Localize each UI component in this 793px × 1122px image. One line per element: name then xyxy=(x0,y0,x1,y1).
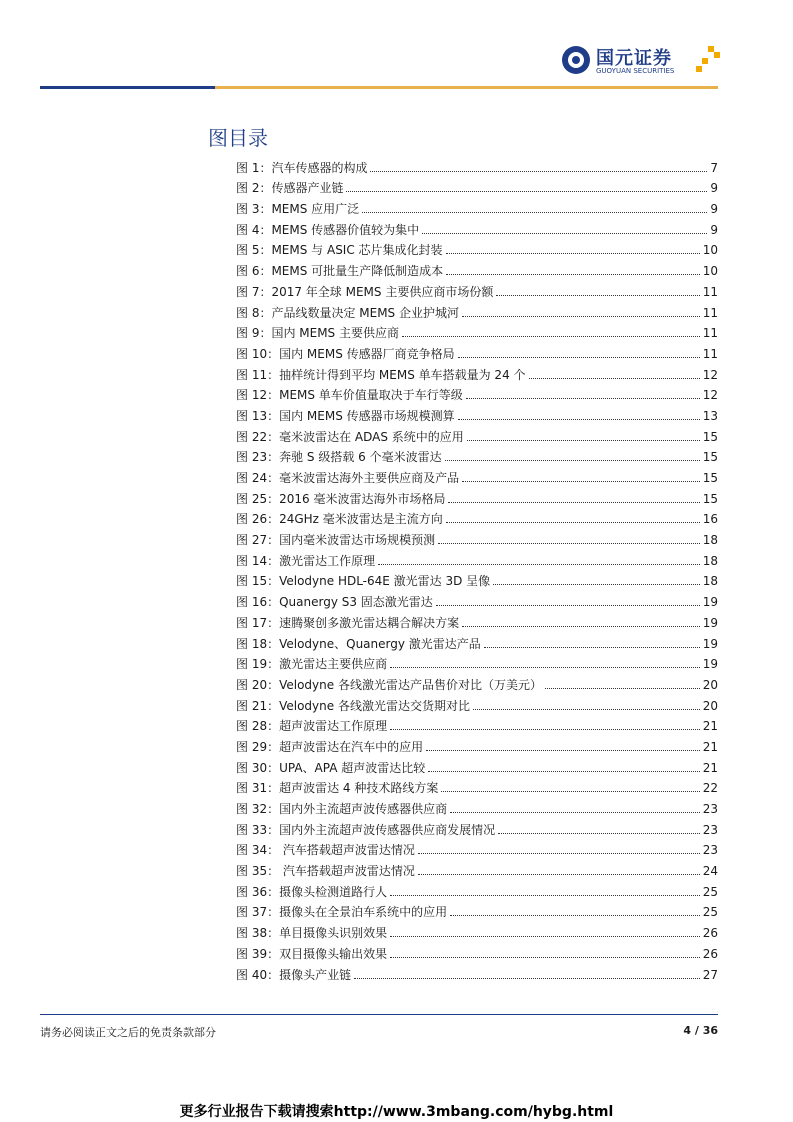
toc-entry[interactable] xyxy=(236,486,718,507)
toc-entry[interactable] xyxy=(236,155,718,176)
company-logo xyxy=(562,44,722,80)
toc-entry-page[interactable]: 15 xyxy=(702,491,718,506)
toc-leader-dots xyxy=(445,460,700,461)
toc-leader-dots xyxy=(458,419,700,420)
toc-entry-label[interactable]: 图 8：产品线数量决定 MEMS 企业护城河 xyxy=(236,305,459,320)
toc-entry-label[interactable]: 图 20：Velodyne 各线激光雷达产品售价对比（万美元） xyxy=(236,677,542,692)
toc-leader-dots xyxy=(545,688,700,689)
toc-entry-page[interactable]: 11 xyxy=(702,346,718,361)
toc-entry[interactable] xyxy=(236,693,718,714)
toc-entry-label[interactable]: 图 29：超声波雷达在汽车中的应用 xyxy=(236,739,424,754)
toc-entry-page[interactable]: 10 xyxy=(702,264,718,279)
toc-leader-dots xyxy=(529,378,700,379)
toc-entry-label[interactable]: 图 5：MEMS 与 ASIC 芯片集成化封装 xyxy=(236,243,443,258)
toc-entry-page[interactable]: 19 xyxy=(702,615,718,630)
toc-entry-label[interactable]: 图 30：UPA、APA 超声波雷达比较 xyxy=(236,760,426,775)
toc-entry-label[interactable]: 图 17：速腾聚创多激光雷达耦合解决方案 xyxy=(236,615,460,630)
download-banner: 更多行业报告下载请搜索http://www.3mbang.com/hybg.html xyxy=(179,1104,614,1120)
toc-entry[interactable] xyxy=(236,424,718,445)
toc-entry-label[interactable]: 图 23：奔驰 S 级搭载 6 个毫米波雷达 xyxy=(236,450,442,465)
toc-entry[interactable] xyxy=(236,755,718,776)
toc-entry-page[interactable]: 7 xyxy=(710,160,718,175)
toc-leader-dots xyxy=(390,957,700,958)
footer-divider xyxy=(40,1014,718,1015)
toc-entry-page[interactable]: 20 xyxy=(702,698,718,713)
toc-leader-dots xyxy=(370,171,707,172)
toc-entry[interactable] xyxy=(236,341,718,362)
toc-entry-label[interactable]: 图 31：超声波雷达 4 种技术路线方案 xyxy=(236,781,439,796)
toc-entry-page[interactable]: 15 xyxy=(702,450,718,465)
toc-leader-dots xyxy=(441,791,699,792)
toc-entry[interactable] xyxy=(236,279,718,300)
toc-leader-dots xyxy=(402,336,700,337)
toc-entry[interactable] xyxy=(236,300,718,321)
toc-entry[interactable] xyxy=(236,465,718,486)
toc-leader-dots xyxy=(390,729,700,730)
toc-entry-page[interactable]: 9 xyxy=(710,202,718,217)
toc-entry[interactable] xyxy=(236,445,718,466)
toc-entry-label[interactable]: 图 38：单目摄像头识别效果 xyxy=(236,926,388,941)
toc-entry-page[interactable]: 11 xyxy=(702,284,718,299)
toc-entry-label[interactable]: 图 39：双目摄像头输出效果 xyxy=(236,946,388,961)
toc-entry[interactable] xyxy=(236,879,718,900)
toc-leader-dots xyxy=(346,191,707,192)
toc-entry-page[interactable]: 19 xyxy=(702,657,718,672)
toc-leader-dots xyxy=(418,853,700,854)
toc-entry[interactable] xyxy=(236,631,718,652)
toc-entry-label[interactable]: 图 27：国内毫米波雷达市场规模预测 xyxy=(236,533,436,548)
toc-entry[interactable] xyxy=(236,569,718,590)
toc-leader-dots xyxy=(390,667,700,668)
toc-entry-label[interactable]: 图 19：激光雷达主要供应商 xyxy=(236,657,388,672)
logo-emblem-icon xyxy=(562,46,590,74)
toc-entry[interactable] xyxy=(236,962,718,983)
toc-entry[interactable] xyxy=(236,838,718,859)
toc-entry-label[interactable]: 图 28：超声波雷达工作原理 xyxy=(236,719,388,734)
figure-table-of-contents xyxy=(236,155,718,983)
toc-entry-page[interactable]: 25 xyxy=(702,884,718,899)
toc-leader-dots xyxy=(458,357,700,358)
toc-entry-page[interactable]: 23 xyxy=(702,802,718,816)
toc-entry-label[interactable]: 图 2：传感器产业链 xyxy=(236,181,344,196)
toc-leader-dots xyxy=(418,874,700,875)
toc-entry-page[interactable]: 15 xyxy=(702,471,718,485)
toc-leader-dots xyxy=(467,440,700,441)
toc-entry[interactable] xyxy=(236,817,718,838)
toc-entry-label[interactable]: 图 21：Velodyne 各线激光雷达交货期对比 xyxy=(236,698,470,713)
toc-entry[interactable] xyxy=(236,734,718,755)
toc-entry-page[interactable]: 27 xyxy=(702,967,718,982)
logo-english-name: GUOYUAN SECURITIES xyxy=(596,67,675,75)
toc-entry-label[interactable]: 图 15：Velodyne HDL-64E 激光雷达 3D 呈像 xyxy=(236,574,491,589)
header-divider-blue xyxy=(40,86,215,89)
toc-leader-dots xyxy=(473,709,700,710)
toc-entry-page[interactable]: 13 xyxy=(702,408,718,423)
toc-entry[interactable] xyxy=(236,900,718,921)
toc-leader-dots xyxy=(462,481,700,482)
logo-name: 国元证券 xyxy=(596,48,672,69)
toc-entry-page[interactable]: 11 xyxy=(702,305,718,320)
toc-entry-page[interactable]: 23 xyxy=(702,843,718,858)
toc-leader-dots xyxy=(448,502,699,503)
toc-entry-page[interactable]: 15 xyxy=(702,429,718,444)
toc-leader-dots xyxy=(378,564,700,565)
toc-entry-label[interactable]: 图 25：2016 毫米波雷达海外市场格局 xyxy=(236,491,446,506)
toc-entry-page[interactable]: 26 xyxy=(702,946,718,961)
toc-entry-label[interactable]: 图 16：Quanergy S3 固态激光雷达 xyxy=(236,595,433,610)
toc-entry-page[interactable]: 22 xyxy=(702,781,718,796)
toc-entry[interactable] xyxy=(236,258,718,279)
toc-entry-page[interactable]: 21 xyxy=(702,739,718,754)
toc-leader-dots xyxy=(422,233,707,234)
toc-entry[interactable] xyxy=(236,403,718,424)
toc-entry-page[interactable]: 19 xyxy=(702,636,718,651)
toc-entry-page[interactable]: 18 xyxy=(702,553,718,568)
toc-entry-label[interactable]: 图 34： 汽车搭载超声波雷达情况 xyxy=(236,843,415,858)
toc-leader-dots xyxy=(446,522,700,523)
toc-entry-page[interactable]: 20 xyxy=(702,677,718,692)
toc-leader-dots xyxy=(498,833,700,834)
toc-entry[interactable] xyxy=(236,589,718,610)
footer-disclaimer: 请务必阅读正文之后的免责条款部分 xyxy=(40,1026,216,1039)
toc-leader-dots xyxy=(446,253,700,254)
toc-entry[interactable] xyxy=(236,217,718,238)
toc-leader-dots xyxy=(493,584,700,585)
toc-entry[interactable] xyxy=(236,196,718,217)
toc-entry-label[interactable]: 图 6：MEMS 可批量生产降低制造成本 xyxy=(236,264,444,279)
toc-entry-page[interactable]: 12 xyxy=(702,367,718,382)
toc-entry[interactable] xyxy=(236,652,718,673)
toc-entry-label[interactable]: 图 18：Velodyne、Quanergy 激光雷达产品 xyxy=(236,636,481,651)
toc-entry-label[interactable]: 图 13：国内 MEMS 传感器市场规模测算 xyxy=(236,408,455,423)
toc-entry-page[interactable]: 19 xyxy=(702,595,718,610)
toc-entry-label[interactable]: 图 24：毫米波雷达海外主要供应商及产品 xyxy=(236,471,460,485)
toc-entry-label[interactable]: 图 40：摄像头产业链 xyxy=(236,967,352,982)
toc-entry-page[interactable]: 21 xyxy=(702,760,718,775)
header-divider-gold xyxy=(215,86,718,89)
toc-entry-label[interactable]: 图 3：MEMS 应用广泛 xyxy=(236,202,360,217)
toc-entry-label[interactable]: 图 10：国内 MEMS 传感器厂商竞争格局 xyxy=(236,346,455,361)
toc-entry-label[interactable]: 图 32：国内外主流超声波传感器供应商 xyxy=(236,802,448,816)
toc-entry[interactable] xyxy=(236,548,718,569)
toc-leader-dots xyxy=(362,212,707,213)
toc-entry-label[interactable]: 图 36：摄像头检测道路行人 xyxy=(236,884,388,899)
toc-leader-dots xyxy=(390,895,700,896)
toc-entry-label[interactable]: 图 37：摄像头在全景泊车系统中的应用 xyxy=(236,905,448,920)
toc-entry-page[interactable]: 9 xyxy=(710,222,718,237)
toc-leader-dots xyxy=(354,978,700,979)
page-indicator: 4 / 36 xyxy=(683,1024,718,1037)
toc-entry-page[interactable]: 23 xyxy=(702,822,718,837)
toc-entry-label[interactable]: 图 4：MEMS 传感器价值较为集中 xyxy=(236,222,420,237)
toc-leader-dots xyxy=(496,295,699,296)
toc-leader-dots xyxy=(446,274,700,275)
toc-entry[interactable] xyxy=(236,776,718,797)
toc-entry-page[interactable]: 24 xyxy=(702,864,718,879)
toc-entry[interactable] xyxy=(236,527,718,548)
toc-entry[interactable] xyxy=(236,941,718,962)
toc-entry-page[interactable]: 18 xyxy=(702,574,718,589)
toc-entry-page[interactable]: 21 xyxy=(702,719,718,734)
toc-entry[interactable] xyxy=(236,714,718,735)
toc-leader-dots xyxy=(462,626,700,627)
toc-entry-page[interactable]: 11 xyxy=(702,326,718,341)
toc-entry[interactable] xyxy=(236,610,718,631)
logo-dots-icon xyxy=(696,46,720,76)
toc-leader-dots xyxy=(428,771,699,772)
toc-leader-dots xyxy=(466,398,700,399)
toc-entry-page[interactable]: 18 xyxy=(702,533,718,548)
toc-entry[interactable] xyxy=(236,321,718,342)
toc-entry[interactable] xyxy=(236,383,718,404)
toc-entry[interactable] xyxy=(236,920,718,941)
toc-entry[interactable] xyxy=(236,362,718,383)
toc-entry-label[interactable]: 图 35： 汽车搭载超声波雷达情况 xyxy=(236,864,415,879)
toc-leader-dots xyxy=(450,812,700,813)
toc-leader-dots xyxy=(450,915,700,916)
toc-entry[interactable] xyxy=(236,176,718,197)
toc-title: 图目录 xyxy=(208,126,268,150)
toc-entry-page[interactable]: 26 xyxy=(702,926,718,941)
toc-entry-label[interactable]: 图 26：24GHz 毫米波雷达是主流方向 xyxy=(236,512,443,527)
toc-entry-page[interactable]: 10 xyxy=(702,243,718,258)
toc-leader-dots xyxy=(438,543,700,544)
toc-leader-dots xyxy=(390,936,700,937)
toc-entry-label[interactable]: 图 22：毫米波雷达在 ADAS 系统中的应用 xyxy=(236,429,464,444)
toc-entry-page[interactable]: 12 xyxy=(702,388,718,403)
toc-entry-label[interactable]: 图 12：MEMS 单车价值量取决于车行等级 xyxy=(236,388,463,403)
toc-entry-page[interactable]: 25 xyxy=(702,905,718,920)
toc-entry-page[interactable]: 9 xyxy=(710,181,718,196)
toc-entry-label[interactable]: 图 14：激光雷达工作原理 xyxy=(236,553,376,568)
toc-entry[interactable] xyxy=(236,796,718,817)
toc-entry[interactable] xyxy=(236,507,718,528)
toc-entry[interactable] xyxy=(236,858,718,879)
toc-leader-dots xyxy=(436,605,700,606)
toc-leader-dots xyxy=(484,647,700,648)
toc-entry-page[interactable]: 16 xyxy=(702,512,718,527)
toc-entry-label[interactable]: 图 7：2017 年全球 MEMS 主要供应商市场份额 xyxy=(236,284,494,299)
toc-entry[interactable] xyxy=(236,238,718,259)
toc-entry-label[interactable]: 图 33：国内外主流超声波传感器供应商发展情况 xyxy=(236,822,496,837)
toc-entry-label[interactable]: 图 11：抽样统计得到平均 MEMS 单车搭载量为 24 个 xyxy=(236,367,526,382)
toc-entry[interactable] xyxy=(236,672,718,693)
toc-leader-dots xyxy=(462,316,700,317)
toc-entry-label[interactable]: 图 1：汽车传感器的构成 xyxy=(236,160,368,175)
toc-entry-label[interactable]: 图 9：国内 MEMS 主要供应商 xyxy=(236,326,399,341)
toc-leader-dots xyxy=(426,750,700,751)
